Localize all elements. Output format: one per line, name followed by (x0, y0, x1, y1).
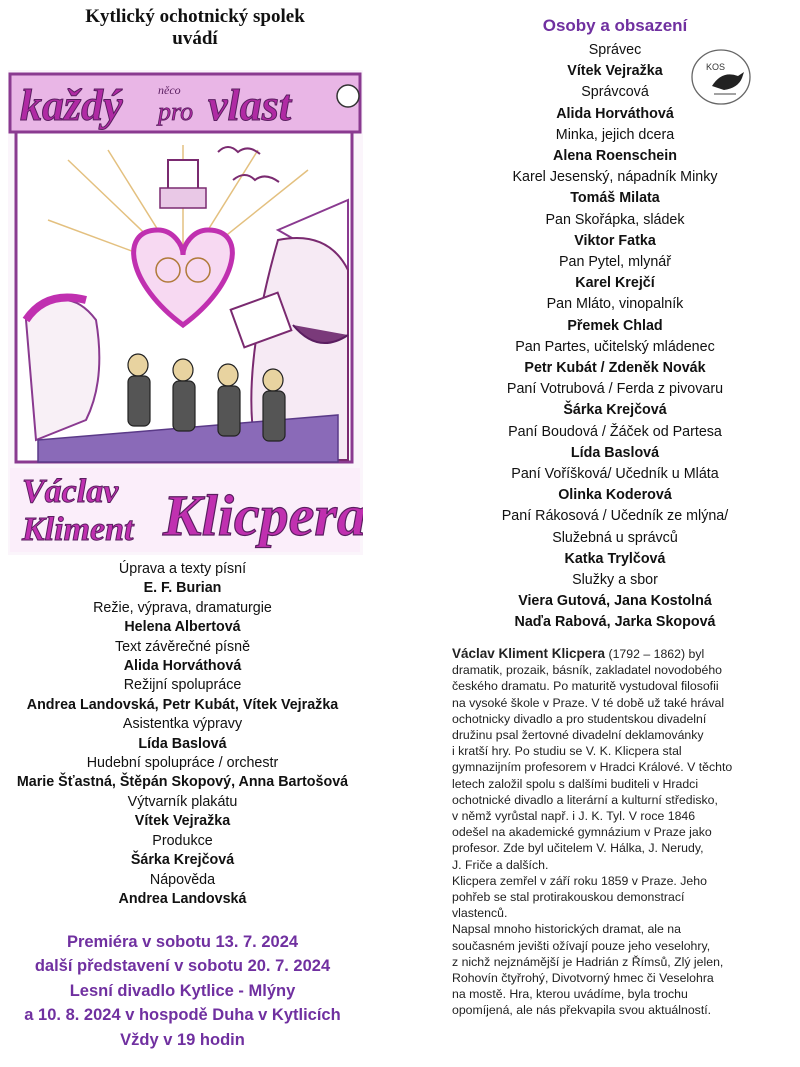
cast-actor: Alena Roenschein (553, 148, 677, 165)
poster-illustration (8, 70, 363, 555)
poster-author-middle: Kliment (22, 511, 134, 548)
cast-actor: Alida Horváthová (556, 105, 674, 122)
poster-title-pro: pro (158, 97, 194, 126)
cast-role: Minka, jejich dcera (555, 126, 675, 143)
credit-name: Šárka Krejčová (130, 852, 235, 869)
credit-role: Režijní spolupráce (123, 677, 242, 694)
cast-actor: Naďa Rabová, Jarka Skopová (514, 614, 716, 631)
bio-line: i kratší hry. Po studiu se V. K. Klicpera stal (452, 744, 682, 759)
bio-line: vlastenců. (452, 906, 508, 921)
credit-name: Lída Baslová (138, 735, 227, 752)
cast-list (440, 40, 790, 634)
cast-role: Služky a sbor (572, 572, 658, 589)
credit-role: Produkce (152, 832, 213, 849)
logo-text: KOS (706, 62, 726, 72)
credit-role: Režie, výprava, dramaturgie (93, 599, 272, 616)
poster-author-last: Klicpera (163, 483, 363, 548)
bio-line: pohřeb se stal protirakouskou demonstrací (452, 890, 685, 905)
bio-line: opomíjená, ale nás překvapila svou aktuálností. (452, 1003, 712, 1018)
bio-line: na mostě. Hra, kterou uvádíme, byla trochu (452, 987, 688, 1002)
presenter-header (10, 6, 380, 50)
poster-badge-icon (337, 85, 359, 107)
bio-line: profesor. Zde byl učitelem V. Hálka, J. Nerudy, (452, 841, 704, 856)
bio-author-name: Václav Kliment Klicpera (452, 646, 606, 661)
bio-line: v němž vyrůstal např. i J. K. Tyl. V roce 1846 (452, 809, 696, 824)
bio-line: odešel na akademické gymnázium v Praze jako (452, 825, 712, 840)
cast-role: Správec (588, 42, 642, 58)
credit-name: Marie Šťastná, Štěpán Skopový, Anna Bartošová (16, 774, 349, 791)
schedule-line: Premiéra v sobotu 13. 7. 2024 (66, 933, 299, 951)
cast-role: Paní Rákosová / Učedník ze mlýna/ (501, 508, 729, 525)
cast-actor: Viktor Fatka (574, 232, 656, 249)
bio-text: (1792 – 1862) byl (605, 647, 705, 661)
credit-role: Úprava a texty písní (118, 561, 247, 577)
cast-actor: Lída Baslová (570, 444, 660, 461)
cast-actor: Viera Gutová, Jana Kostolná (518, 593, 712, 610)
cast-role: Pan Mláto, vinopalník (546, 296, 684, 313)
cast-role: Služebná u správců (552, 529, 678, 546)
credit-role: Nápověda (149, 871, 216, 888)
credit-name: E. F. Burian (143, 580, 222, 597)
cast-role: Paní Voříšková/ Učedník u Mláta (511, 466, 719, 483)
bio-line: Napsal mnoho historických dramat, ale na (452, 922, 681, 937)
presenter-line-2: uvádí (172, 28, 218, 49)
performance-schedule (0, 930, 365, 1052)
cast-role: Správcová (581, 84, 649, 101)
credit-name: Andrea Landovská, Petr Kubát, Vítek Vejražka (26, 696, 339, 713)
cast-role: Paní Votrubová / Ferda z pivovaru (506, 381, 724, 398)
schedule-line: Lesní divadlo Kytlice - Mlýny (69, 981, 296, 1000)
credit-name: Vítek Vejražka (134, 813, 231, 830)
cast-actor: Přemek Chlad (567, 317, 663, 334)
bio-line: ochotnicky divadlo a pro studentskou divadelní (452, 711, 707, 726)
cast-actor: Šárka Krejčová (563, 402, 667, 419)
production-credits (0, 560, 365, 909)
poster-artwork (8, 70, 363, 555)
poster-title-word-1: každý (20, 81, 123, 130)
presenter-line-1: Kytlický ochotnický spolek (85, 6, 305, 27)
bio-line: na vysoké škole v Praze. V té době už také hrával (452, 695, 725, 710)
credit-name: Andrea Landovská (118, 890, 247, 907)
bio-line: dramatik, prozaik, básník, zakladatel novodobého (452, 663, 723, 678)
bio-line: ochotnické divadlo a literární a kulturní středisko, (452, 792, 718, 807)
cast-actor: Katka Trylčová (564, 550, 666, 567)
credit-role: Text závěrečné písně (114, 638, 251, 655)
cast-role: Karel Jesenský, nápadník Minky (512, 169, 718, 186)
cast-role: Pan Pytel, mlynář (558, 254, 672, 271)
cast-actor: Karel Krejčí (575, 275, 655, 292)
cast-heading: Osoby a obsazení (542, 16, 688, 35)
bio-line: J. Friče a dalších. (452, 857, 549, 872)
bio-line: Rohovín čtyřrohý, Divotvorný hmec či Veselohra (452, 971, 714, 986)
poster-title-word-2: vlast (208, 81, 292, 130)
bio-line (452, 646, 782, 662)
poster-title-small: něco (158, 83, 181, 97)
poster-author-first: Václav (22, 473, 119, 510)
schedule-line: a 10. 8. 2024 v hospodě Duha v Kytlicích (24, 1006, 341, 1025)
cast-actor: Olinka Koderová (558, 487, 672, 504)
bio-line: současném jevišti ožívají pouze jeho veselohry, (452, 938, 711, 953)
bio-line: letech založil spolu s dalšími buditeli v Hradci (452, 776, 699, 791)
credit-name: Helena Albertová (124, 619, 241, 636)
bio-line: gymnazijním profesorem v Hradci Králové. V těchto (452, 760, 733, 775)
cast-actor: Petr Kubát / Zdeněk Novák (524, 360, 706, 377)
cast-role: Pan Skořápka, sládek (545, 211, 685, 228)
schedule-line: Vždy v 19 hodin (120, 1030, 245, 1049)
credit-role: Výtvarník plakátu (127, 793, 238, 810)
cast-role: Pan Partes, učitelský mládenec (515, 338, 715, 355)
cast-actor: Tomáš Milata (570, 190, 660, 207)
bio-line: z nichž nejznámější je Hadrián z Římsů, Zlý jelen, (452, 954, 724, 969)
author-biography (452, 646, 782, 1019)
bio-line: českého dramatu. Po maturitě vystudoval filosofii (452, 679, 719, 694)
credit-name: Alida Horváthová (123, 658, 242, 675)
credit-role: Hudební spolupráce / orchestr (86, 755, 279, 772)
cast-actor: Vítek Vejražka (567, 63, 663, 80)
bio-line: Klicpera zemřel v září roku 1859 v Praze. Jeho (452, 873, 707, 888)
schedule-line: další představení v sobotu 20. 7. 2024 (34, 957, 331, 976)
cast-role: Paní Boudová / Žáček od Partesa (508, 423, 722, 440)
credit-role: Asistentka výpravy (122, 716, 243, 733)
bio-line: družinu psal žertovné divadelní deklamovánky (452, 728, 704, 743)
